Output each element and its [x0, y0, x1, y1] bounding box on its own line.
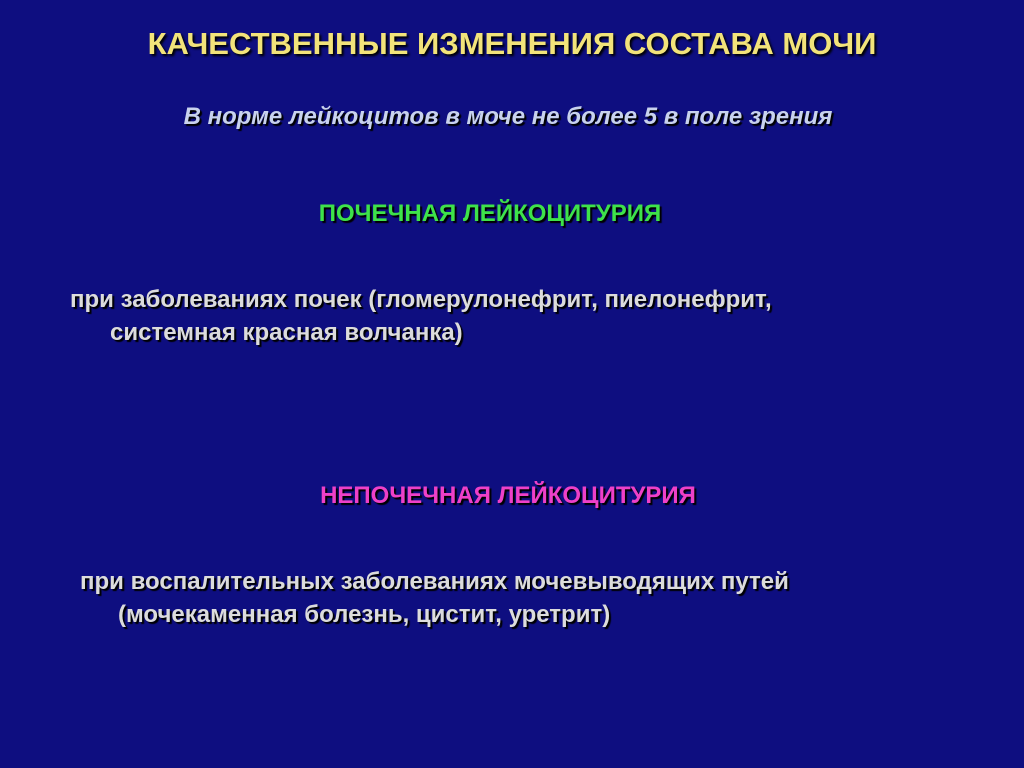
renal-heading: ПОЧЕЧНАЯ ЛЕЙКОЦИТУРИЯ	[318, 200, 662, 227]
renal-text-line: при заболеваниях почек (гломерулонефрит, пиелонефрит,	[70, 286, 772, 313]
nonrenal-text-line: (мочекаменная болезнь, цистит, уретрит)	[118, 601, 611, 628]
slide-subtitle: В норме лейкоцитов в моче не более 5 в поле зрения	[183, 103, 833, 130]
nonrenal-heading: НЕПОЧЕЧНАЯ ЛЕЙКОЦИТУРИЯ	[320, 482, 696, 509]
nonrenal-text-line: при воспалительных заболеваниях мочевыводящих путей	[80, 568, 789, 595]
slide-title: КАЧЕСТВЕННЫЕ ИЗМЕНЕНИЯ СОСТАВА МОЧИ	[147, 26, 877, 61]
renal-text-line: системная красная волчанка)	[110, 319, 463, 346]
